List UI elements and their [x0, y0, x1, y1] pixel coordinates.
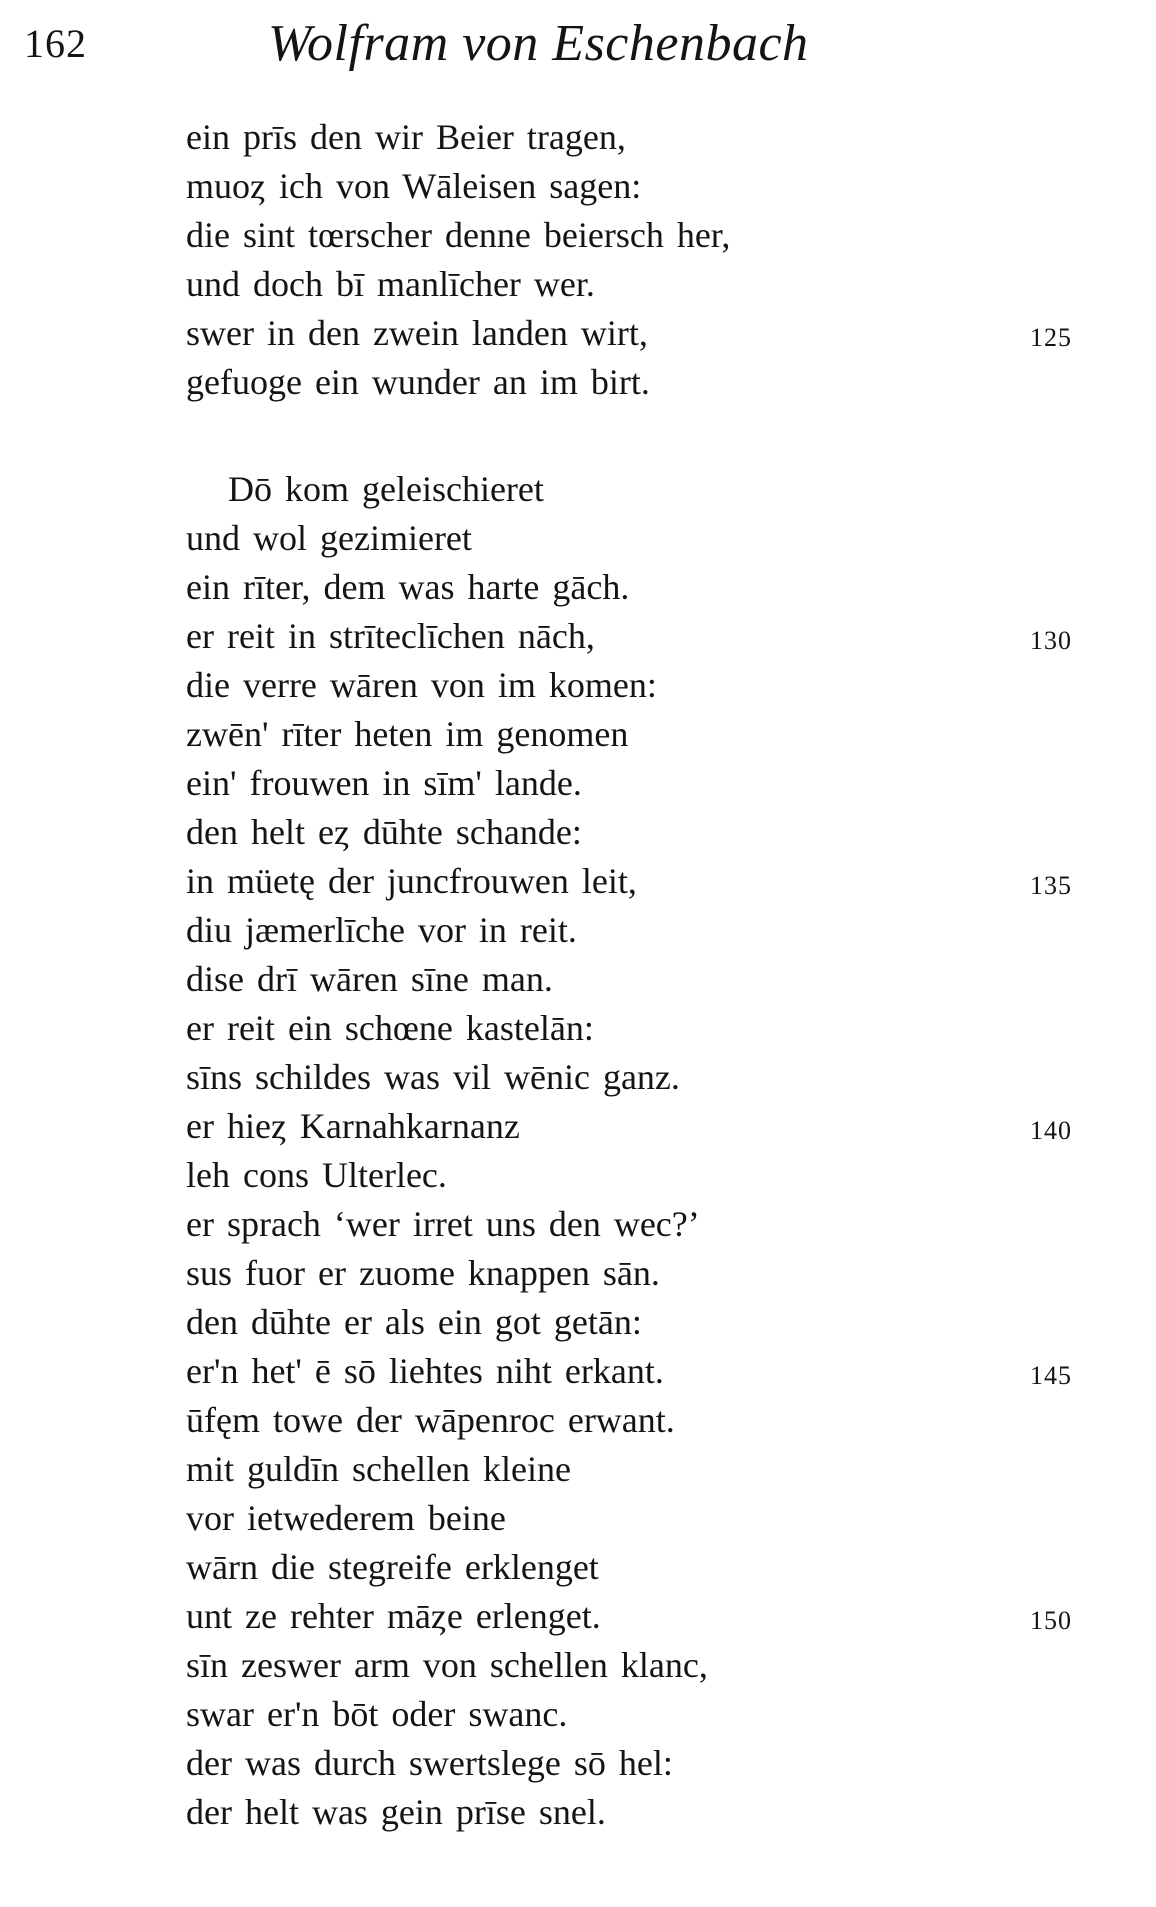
verse-line: wārn die stegreife erklenget	[186, 1547, 599, 1587]
verse-line: mit guldīn schellen kleine	[186, 1449, 571, 1489]
page-number: 162	[24, 21, 87, 66]
verse-line: sus fuor er zuome knappen sān.	[186, 1253, 660, 1293]
verse-line: der helt was gein prīse snel.	[186, 1792, 606, 1832]
line-number: 130	[1030, 626, 1072, 655]
verse-line: und wol gezimieret	[186, 518, 472, 558]
verse-line: er hieȥ Karnahkarnanz	[186, 1106, 520, 1146]
verse-line: sīn zeswer arm von schellen klanc,	[186, 1645, 708, 1685]
verse-line: ein' frouwen in sīm' lande.	[186, 763, 582, 803]
verse-line: er reit ein schœne kastelān:	[186, 1008, 594, 1048]
verse-line: den dūhte er als ein got getān:	[186, 1302, 642, 1342]
line-number: 135	[1030, 871, 1072, 900]
verse-line: leh cons Ulterlec.	[186, 1155, 447, 1195]
line-number: 150	[1030, 1606, 1072, 1635]
verse-line: unt ze rehter māȥe erlenget.	[186, 1596, 601, 1636]
verse-line: vor ietwederem beine	[186, 1498, 506, 1538]
line-number: 145	[1030, 1361, 1072, 1390]
verse-line: den helt eȥ dūhte schande:	[186, 812, 582, 852]
verse-line: swer in den zwein landen wirt,	[186, 313, 648, 353]
verse-line: dise drī wāren sīne man.	[186, 959, 553, 999]
verse-line: er reit in strīteclīchen nāch,	[186, 616, 595, 656]
verse-line: Dō kom geleischieret	[228, 469, 544, 509]
verse-line: die verre wāren von im komen:	[186, 665, 657, 705]
verse-line: er sprach ‘wer irret uns den wec?’	[186, 1204, 700, 1244]
verse-line: swar er'n bōt oder swanc.	[186, 1694, 568, 1734]
verse-line: der was durch swertslege sō hel:	[186, 1743, 673, 1783]
verse-line: ein prīs den wir Beier tragen,	[186, 117, 626, 157]
verse-line: ūfęm towe der wāpenroc erwant.	[186, 1400, 675, 1440]
verse-line: diu jæmerlīche vor in reit.	[186, 910, 577, 950]
verse-line: gefuoge ein wunder an im birt.	[186, 362, 650, 402]
verse-line: und doch bī manlīcher wer.	[186, 264, 595, 304]
verse-line: er'n het' ē sō liehtes niht erkant.	[186, 1351, 664, 1391]
line-number: 140	[1030, 1116, 1072, 1145]
running-head-title: Wolfram von Eschenbach	[268, 15, 809, 72]
verse-line: zwēn' rīter heten im genomen	[186, 714, 629, 754]
verse-line: in müetę der juncfrouwen leit,	[186, 861, 637, 901]
verse-line: muoȥ ich von Wāleisen sagen:	[186, 166, 642, 206]
verse-line: ein rīter, dem was harte gāch.	[186, 567, 630, 607]
verse-line: sīns schildes was vil wēnic ganz.	[186, 1057, 680, 1097]
line-number: 125	[1030, 323, 1072, 352]
verse-line: die sint tœrscher denne beiersch her,	[186, 215, 731, 255]
